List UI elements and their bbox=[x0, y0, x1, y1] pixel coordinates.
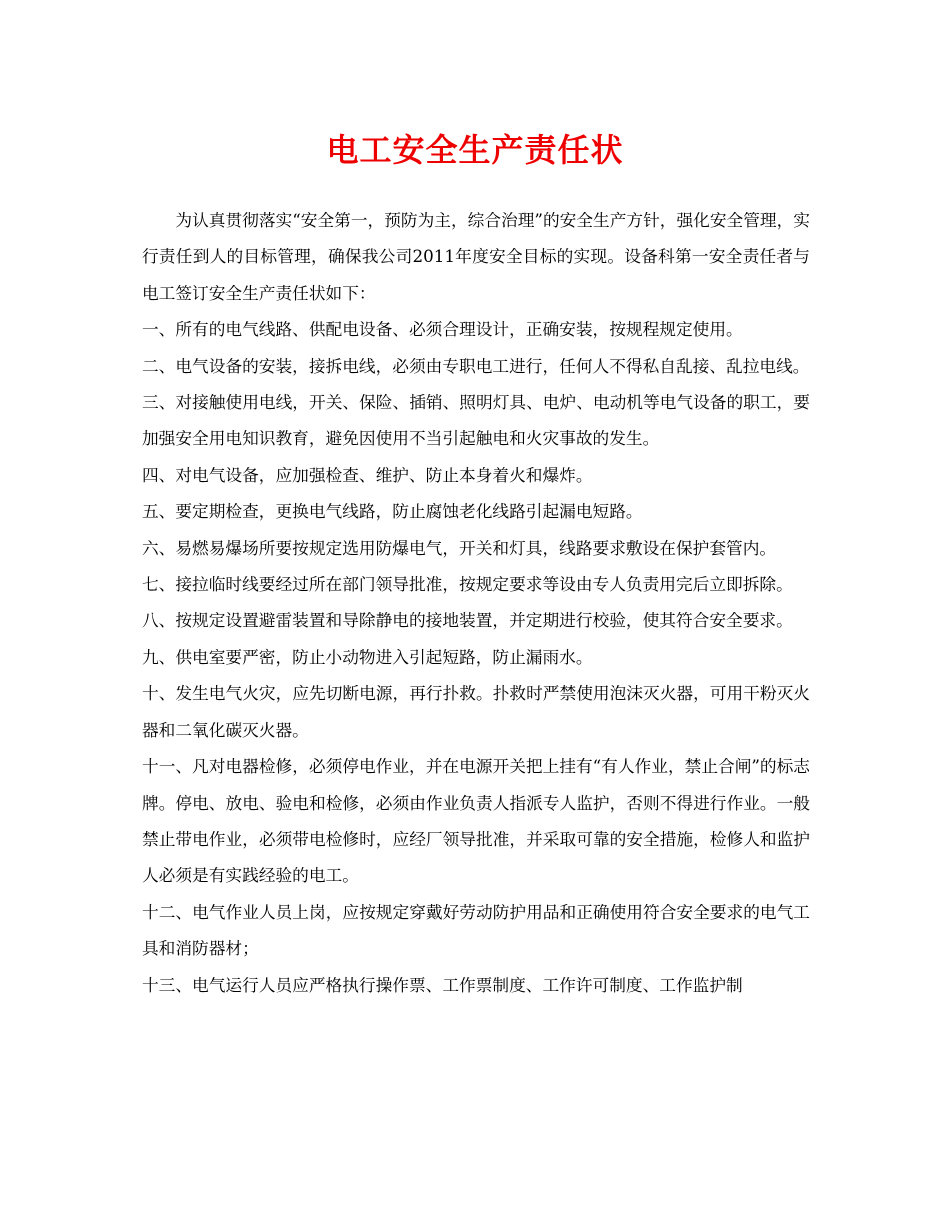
clause-13: 十三、电气运行人员应严格执行操作票、工作票制度、工作许可制度、工作监护制 bbox=[142, 974, 743, 995]
clause-6: 六、易燃易爆场所要按规定选用防爆电气，开关和灯具，线路要求敷设在保护套管内。 bbox=[142, 537, 777, 558]
document-body bbox=[142, 202, 810, 1003]
clause-12: 十二、电气作业人员上岗，应按规定穿戴好劳动防护用品和正确使用符合安全要求的电气工具和消防器材； bbox=[142, 901, 810, 959]
clause-2: 二、电气设备的安装，接拆电线，必须由专职电工进行，任何人不得私自乱接、乱拉电线。 bbox=[142, 355, 810, 376]
intro-paragraph: 为认真贯彻落实“安全第一，预防为主，综合治理”的安全生产方针，强化安全管理，实行责任到人的目标管理，确保我公司2011年度安全目标的实现。设备科第一安全责任者与电工签订安全生产责任状如下： bbox=[142, 210, 810, 303]
clause-9: 九、供电室要严密，防止小动物进入引起短路，防止漏雨水。 bbox=[142, 646, 593, 667]
clause-5: 五、要定期检查，更换电气线路，防止腐蚀老化线路引起漏电短路。 bbox=[142, 501, 643, 522]
clause-8: 八、按规定设置避雷装置和导除静电的接地装置，并定期进行校验，使其符合安全要求。 bbox=[142, 610, 793, 631]
clause-11: 十一、凡对电器检修，必须停电作业，并在电源开关把上挂有“有人作业，禁止合闸”的标志牌。停电、放电、验电和检修，必须由作业负责人指派专人监护，否则不得进行作业。一般禁止带电作业，必须带电检修时，应经厂领导批准，并采取可靠的安全措施，检修人和监护人必须是有实践经验的电工。 bbox=[142, 756, 810, 886]
clause-7: 七、接拉临时线要经过所在部门领导批准，按规定要求等设由专人负责用完后立即拆除。 bbox=[142, 574, 793, 595]
clause-1: 一、所有的电气线路、供配电设备、必须合理设计，正确安装，按规程规定使用。 bbox=[142, 319, 743, 340]
clause-3: 三、对接触使用电线，开关、保险、插销、照明灯具、电炉、电动机等电气设备的职工，要加强安全用电知识教育，避免因使用不当引起触电和火灾事故的发生。 bbox=[142, 392, 810, 449]
document-title: 电工安全生产责任状 bbox=[326, 131, 624, 169]
clause-4: 四、对电气设备，应加强检查、维护、防止本身着火和爆炸。 bbox=[142, 464, 593, 485]
clause-10: 十、发生电气火灾，应先切断电源，再行扑救。扑救时严禁使用泡沫灭火器，可用干粉灭火器和二氧化碳灭火器。 bbox=[142, 683, 810, 740]
